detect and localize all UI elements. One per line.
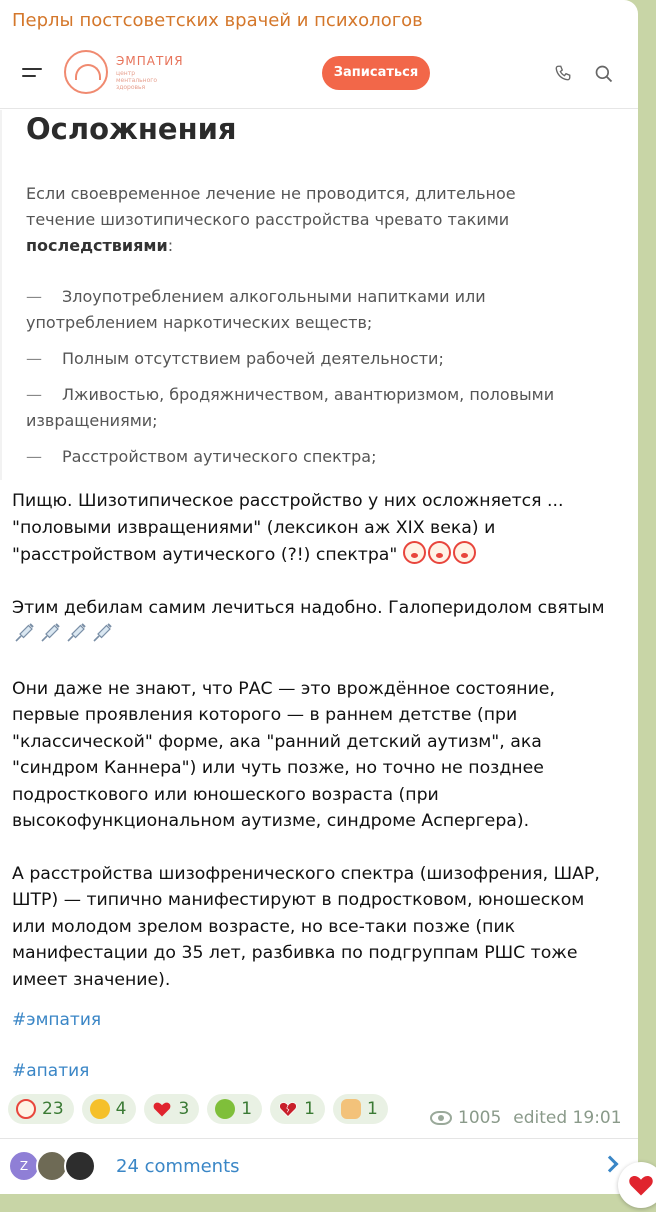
broken-heart-icon (278, 1099, 298, 1119)
list-item: — Лживостью, бродяжничеством, авантюризмом, половыми извращениями; (26, 382, 606, 434)
paragraph: Они даже не знают, что РАС — это врождённое состояние, первые проявления которого — в раннем детстве (при "классической" форме, ака "ранний детский аутизм", ака "синдром Каннера") или чуть позже, но точно не позднее подросткового или юношеского возраста (при высокофункциональном аутизме, синдроме Аспергера). (12, 678, 555, 831)
edited-time: edited 19:01 (513, 1108, 622, 1128)
reaction-count: 1 (241, 1099, 253, 1119)
logo-icon (64, 50, 108, 94)
logo-name: ЭМПАТИЯ (116, 54, 184, 68)
clown-face-icon (403, 541, 426, 564)
syringe-icon (38, 621, 62, 645)
avatar: Z (8, 1150, 40, 1182)
hashtag-empatiya[interactable]: #эмпатия (12, 1010, 102, 1030)
divider (0, 1138, 638, 1139)
message-meta (430, 1108, 622, 1128)
list-item: — Полным отсутствием рабочей деятельности; (26, 346, 606, 372)
complications-list (26, 284, 606, 480)
pointing-hand-icon (341, 1099, 361, 1119)
signup-button: Записаться (322, 56, 430, 90)
clown-face-icon (453, 541, 476, 564)
embedded-screenshot[interactable] (0, 40, 638, 480)
clown-face-icon (428, 541, 451, 564)
reactions-bar (8, 1094, 388, 1126)
syringe-icon (64, 621, 88, 645)
paragraph: А расстройства шизофренического спектра (шизофрения, ШАР, ШТР) — типично манифестируют в подростковом, юношеском или молодом зрелом возрасте, но все-таки позже (пик манифестации до 35 лет, разбивка по подгруппам РШС тоже имеет значение). (12, 863, 600, 990)
list-item: — Злоупотреблением алкогольными напитками или употреблением наркотических веществ; (26, 284, 606, 336)
rofl-face-icon (90, 1099, 110, 1119)
reaction-pointing-hand[interactable] (333, 1094, 388, 1124)
paragraph: Этим дебилам самим лечиться надобно. Галоперидолом святым (12, 595, 612, 650)
view-count: 1005 (458, 1108, 502, 1128)
hashtag-apatiya[interactable]: #апатия (12, 1061, 90, 1081)
menu-icon (22, 68, 42, 82)
reaction-heart[interactable] (144, 1094, 199, 1124)
logo-subtitle: центр ментального здоровья (116, 70, 158, 91)
eye-icon (430, 1111, 452, 1125)
reaction-rofl[interactable] (82, 1094, 137, 1124)
reaction-count: 1 (304, 1099, 315, 1119)
search-icon (594, 64, 614, 84)
reaction-count: 23 (42, 1099, 64, 1119)
channel-title[interactable]: Перлы постсоветских врачей и психологов (12, 10, 423, 31)
reaction-clown[interactable] (8, 1094, 74, 1124)
site-header (0, 40, 638, 109)
reaction-nauseated[interactable] (207, 1094, 262, 1124)
post-text (12, 488, 612, 1019)
syringe-icon (12, 621, 36, 645)
reaction-count: 1 (366, 1099, 378, 1119)
reaction-broken-heart[interactable] (270, 1094, 325, 1124)
list-item: — Расстройством аутического спектра; (26, 444, 606, 470)
heart-icon (627, 1171, 655, 1199)
phone-icon (554, 64, 572, 82)
content-border (0, 110, 2, 480)
reaction-count: 4 (115, 1099, 127, 1119)
syringe-icon (90, 621, 114, 645)
reaction-count: 3 (178, 1099, 190, 1119)
heart-icon (152, 1099, 172, 1119)
article-intro: Если своевременное лечение не проводится, длительное течение шизотипического расстройства чревато такими последствиями: (26, 184, 516, 255)
paragraph: Пищю. Шизотипическое расстройство у них осложняется ... "половыми извращениями" (лексикон аж XIX века) и "расстройством аутического (?!) спектра" (12, 491, 564, 565)
quick-reaction-heart-button[interactable] (618, 1162, 656, 1208)
article-heading: Осложнения (26, 112, 237, 146)
comments-count: 24 comments (116, 1156, 240, 1177)
nauseated-face-icon (215, 1099, 235, 1119)
chevron-right-icon (602, 1156, 619, 1173)
clown-face-icon (16, 1099, 36, 1119)
avatar (64, 1150, 96, 1182)
comments-link[interactable] (0, 1142, 638, 1194)
